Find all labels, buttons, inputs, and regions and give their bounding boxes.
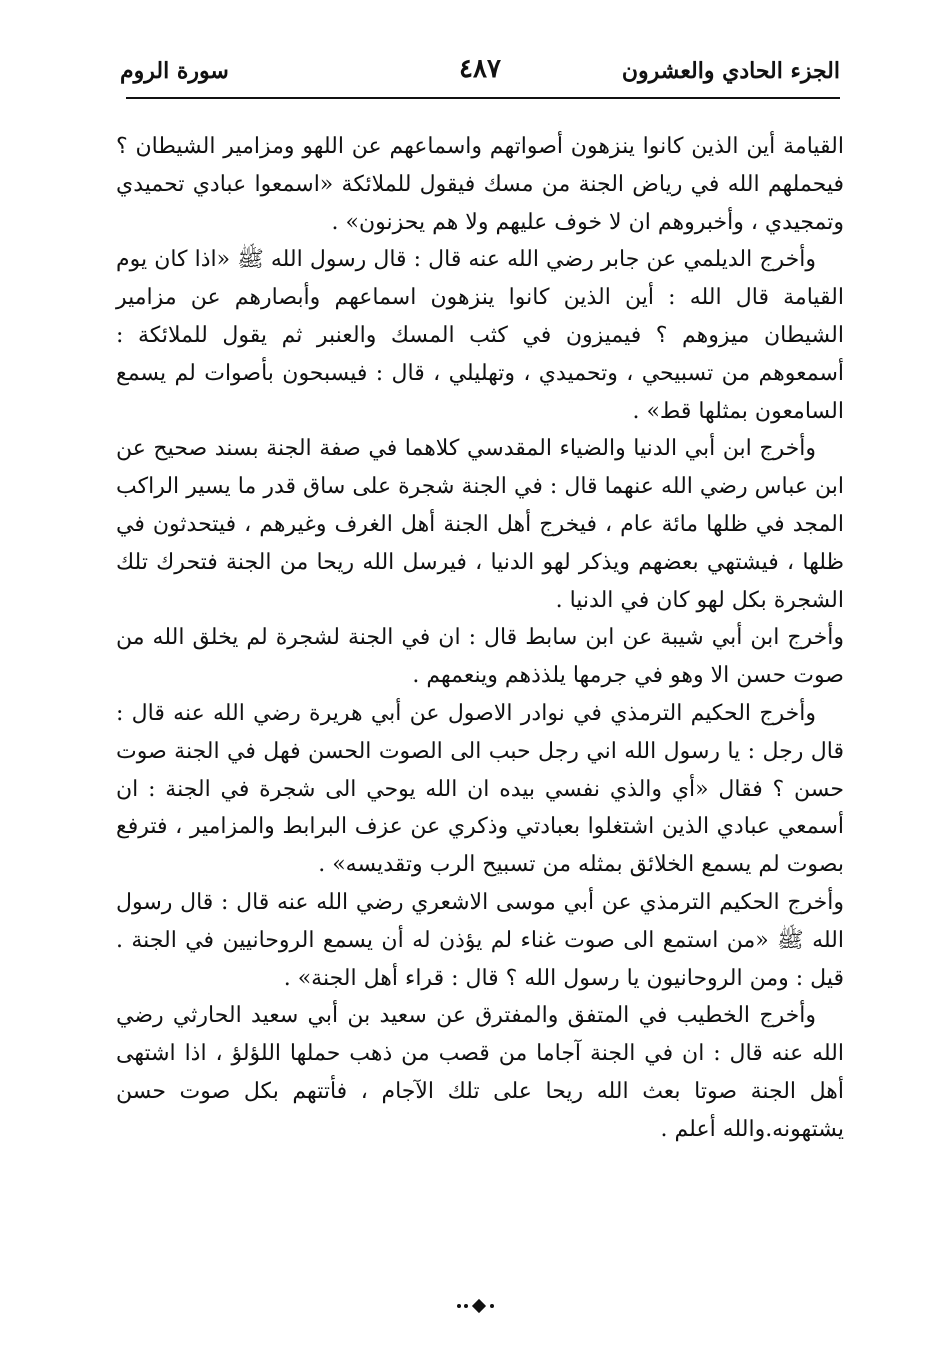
page-number: ٤٨٧ <box>459 54 501 84</box>
paragraph-5: وأخرج الحكيم الترمذي في نوادر الاصول عن أبي هريرة رضي الله عنه قال : قال رجل : يا رسول الله اني رجل حبب الى الصوت الحسن فهل في الجنة صوت حسن ؟ فقال «أي والذي نفسي بيده ان الله يوحي الى شجرة في الجنة : ان أسمعي عبادي الذين اشتغلوا بعبادتي وذكري عن عزف البرابط والمزامير ، فترفع بصوت لم يسمع الخلائق بمثله من تسبيح الرب وتقديسه» . <box>116 700 844 878</box>
page-body <box>116 128 844 1149</box>
paragraph-1: القيامة أين الذين كانوا ينزهون أصواتهم واسماعهم عن اللهو ومزامير الشيطان ؟ فيحملهم الله في رياض الجنة من مسك فيقول للملائكة «اسمعوا عبادي تحميدي وتمجيدي ، وأخبروهم ان لا خوف عليهم ولا هم يحزنون» . <box>116 134 844 235</box>
surah-title: سورة الروم <box>120 58 229 84</box>
part-title: الجزء الحادي والعشرون <box>621 58 840 84</box>
end-ornament-icon <box>440 1296 510 1316</box>
header-divider <box>126 97 840 99</box>
paragraph-2: وأخرج الديلمي عن جابر رضي الله عنه قال : قال رسول الله ﷺ «اذا كان يوم القيامة قال الله : أين الذين كانوا ينزهون اسماعهم وأبصارهم عن مزامير الشيطان ميزوهم ؟ فيميزون في كثب المسك والعنبر ثم يقول للملائكة : أسمعوهم من تسبيحي ، وتحميدي ، وتهليلي ، قال : فيسبحون بأصوات لم يسمع السامعون بمثلها قط» . <box>116 247 845 424</box>
paragraph-6: وأخرج الحكيم الترمذي عن أبي موسى الاشعري رضي الله عنه قال : قال رسول الله ﷺ «من استمع الى صوت غناء لم يؤذن له أن يسمع الروحانيين في الجنة . قيل : ومن الروحانيون يا رسول الله ؟ قال : قراء أهل الجنة» . <box>116 889 844 991</box>
paragraph-4: وأخرج ابن أبي شيبة عن ابن سابط قال : ان في الجنة لشجرة لم يخلق الله من صوت حسن الا وهو في جرمها يلذذهم وينعمهم . <box>116 625 844 689</box>
paragraph-7: وأخرج الخطيب في المتفق والمفترق عن سعيد بن أبي سعيد الحارثي رضي الله عنه قال : ان في الجنة آجاما من قصب من ذهب حملها اللؤلؤ ، اذا اشتهى أهل الجنة صوتا بعث الله ريحا على تلك الآجام ، فأتتهم بكل صوت حسن يشتهونه.والله أعلم . <box>116 1003 844 1142</box>
paragraph-3: وأخرج ابن أبي الدنيا والضياء المقدسي كلاهما في صفة الجنة بسند صحيح عن ابن عباس رضي الله عنهما قال : في الجنة شجرة على ساق قدر ما يسير الراكب المجد في ظلها مائة عام ، فيخرج أهل الجنة أهل الغرف وغيرهم ، فيتحدثون في ظلها ، فيشتهي بعضهم ويذكر لهو الدنيا ، فيرسل الله ريحا من الجنة فتحرك تلك الشجرة بكل لهو كان في الدنيا . <box>116 436 844 613</box>
running-header <box>120 52 840 92</box>
